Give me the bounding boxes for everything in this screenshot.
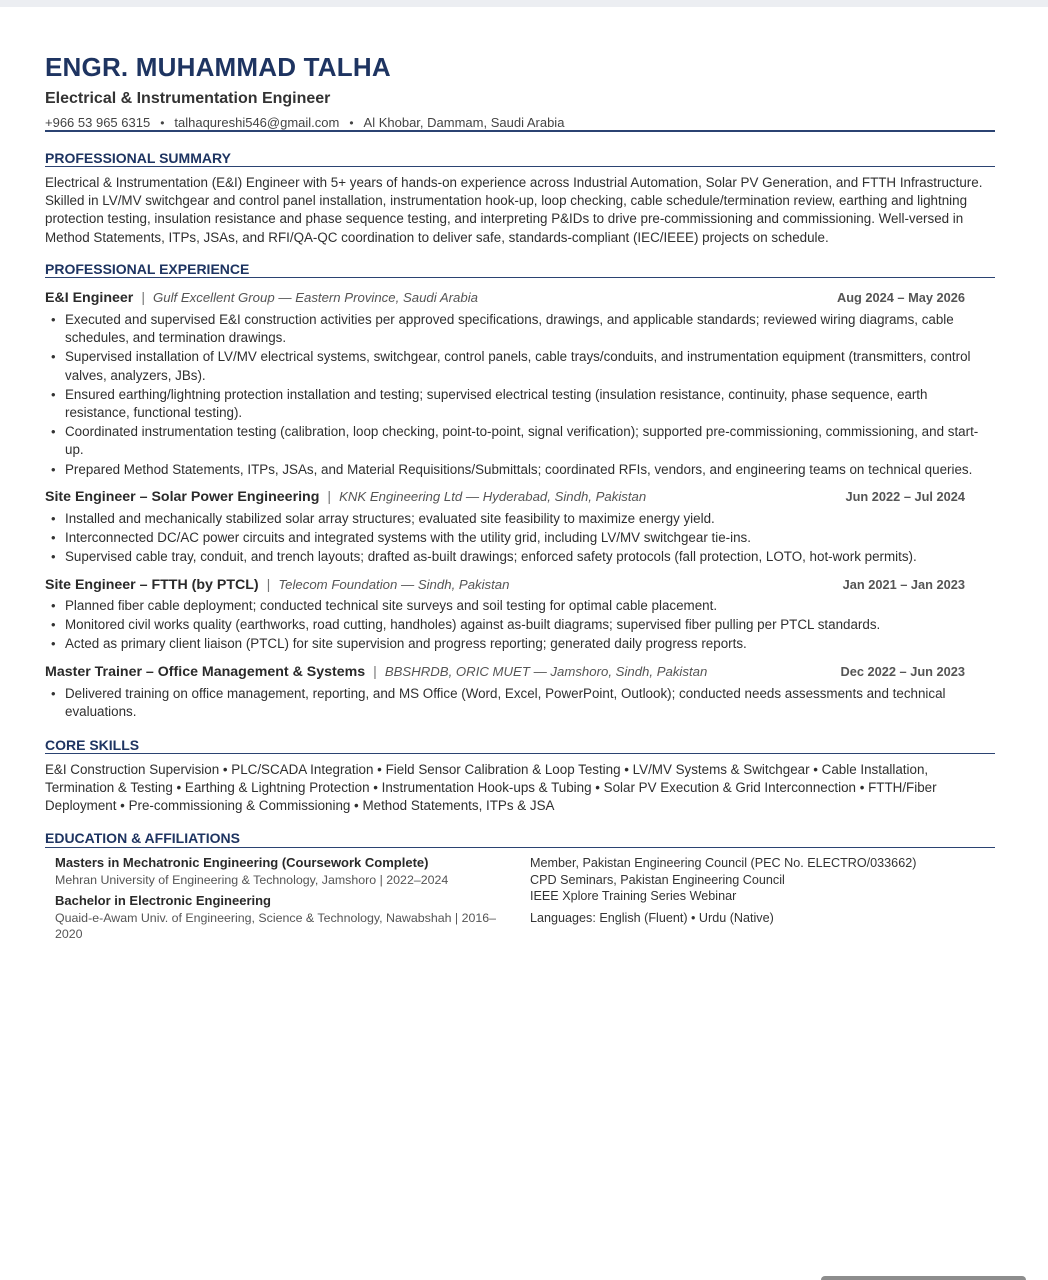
bullet-item: • Supervised installation of LV/MV electrical systems, switchgear, control panels, cable trays/conduits, and instrumentation equipment (transmitters, control valves, analyzers, JBs).: [45, 348, 995, 384]
section-title-experience: PROFESSIONAL EXPERIENCE: [45, 261, 250, 277]
phone-number[interactable]: +966 53 965 6315: [45, 115, 151, 130]
degree-school: Mehran University of Engineering & Technology, Jamshoro | 2022–2024: [55, 872, 449, 887]
job-separator: |: [266, 577, 271, 593]
viewer-top-bar: [0, 0, 1048, 7]
job-role: E&I Engineer: [45, 290, 134, 306]
section-divider: [45, 166, 995, 167]
job-bullets: [45, 311, 995, 479]
job-bullets: [45, 510, 995, 567]
contact-separator: •: [349, 116, 354, 130]
contact-line: [45, 115, 564, 130]
job-separator: |: [141, 290, 145, 306]
job-title-line: [45, 577, 509, 593]
job-title-line: [45, 664, 707, 680]
viewer-scroll-indicator: [821, 1276, 1026, 1280]
candidate-name: ENGR. MUHAMMAD TALHA: [45, 52, 391, 82]
location: Al Khobar, Dammam, Saudi Arabia: [363, 115, 565, 130]
languages: Languages: English (Fluent) • Urdu (Native): [530, 910, 774, 925]
summary-text: Electrical & Instrumentation (E&I) Engineer with 5+ years of hands-on experience across Industrial Automation, Solar PV Generation, and FTTH Infrastructure. Skilled in LV/MV switchgear and control panel installation, instrumentation hook-up, loop checking, cable schedule/termination review, earthing and lightning protection testing, insulation resistance and phase sequence testing, and interpreting P&IDs to drive pre-commissioning and commissioning. Well-versed in Method Statements, ITPs, JSAs, and RFI/QA-QC coordination to deliver safe, standards-compliant (IEC/IEEE) projects on schedule.: [45, 175, 983, 245]
bullet-item: • Monitored civil works quality (earthworks, road cutting, handholes) against as-built diagrams; supervised fiber pulling per PTCL standards.: [45, 616, 995, 634]
job-dates: Jan 2021 – Jan 2023: [842, 577, 965, 592]
bullet-item: • Ensured earthing/lightning protection installation and testing; supervised electrical testing (insulation resistance, continuity, phase sequence, earth resistance, functional testing).: [45, 386, 995, 422]
affiliation-item: CPD Seminars, Pakistan Engineering Council: [530, 872, 785, 887]
job-bullets: [45, 685, 995, 721]
job-role: Master Trainer – Office Management & Systems: [45, 664, 366, 680]
job-title-line: [45, 489, 646, 505]
job-bullets: [45, 597, 995, 654]
section-divider: [45, 847, 995, 848]
section-divider: [45, 753, 995, 754]
job-role: Site Engineer – FTTH (by PTCL): [45, 577, 259, 593]
bullet-item: • Coordinated instrumentation testing (calibration, loop checking, point-to-point, signal verification); supported pre-commissioning, commissioning, and start-up.: [45, 423, 995, 459]
bullet-item: • Supervised cable tray, conduit, and trench layouts; drafted as-built drawings; enforced safety protocols (fall protection, LOTO, hot-work permits).: [45, 548, 995, 566]
job-header: [45, 664, 965, 682]
job-role: Site Engineer – Solar Power Engineering: [45, 489, 320, 505]
section-title-skills: CORE SKILLS: [45, 737, 140, 753]
affiliation-item: IEEE Xplore Training Series Webinar: [530, 889, 737, 904]
job-header: [45, 489, 965, 507]
email-address[interactable]: talhaqureshi546@gmail.com: [174, 115, 340, 130]
job-header: [45, 577, 965, 595]
job-title-line: [45, 290, 478, 306]
section-title-education: EDUCATION & AFFILIATIONS: [45, 830, 240, 846]
job-dates: Jun 2022 – Jul 2024: [845, 489, 965, 504]
job-organization: Telecom Foundation — Sindh, Pakistan: [278, 577, 510, 592]
job-separator: |: [373, 664, 377, 680]
header-divider: [45, 130, 995, 132]
degree-title: Masters in Mechatronic Engineering (Coursework Complete): [55, 855, 429, 870]
bullet-item: • Installed and mechanically stabilized solar array structures; evaluated site feasibility to maximize energy yield.: [45, 510, 995, 528]
job-dates: Aug 2024 – May 2026: [836, 290, 965, 305]
bullet-item: • Interconnected DC/AC power circuits and integrated systems with the utility grid, including LV/MV switchgear tie-ins.: [45, 529, 995, 547]
bullet-item: • Prepared Method Statements, ITPs, JSAs, and Material Requisitions/Submittals; coordinated RFIs, vendors, and engineering teams on technical queries.: [45, 461, 995, 479]
job-separator: |: [327, 489, 332, 505]
section-divider: [45, 277, 995, 278]
bullet-item: • Executed and supervised E&I construction activities per approved specifications, drawings, and applicable standards; reviewed wiring diagrams, cable schedules, and termination drawings.: [45, 311, 995, 347]
job-header: [45, 290, 965, 308]
education-list: [55, 855, 515, 943]
bullet-item: • Acted as primary client liaison (PTCL) for site supervision and progress reporting; generated daily progress reports.: [45, 635, 995, 653]
job-organization: BBSHRDB, ORIC MUET — Jamshoro, Sindh, Pakistan: [384, 664, 708, 679]
contact-separator: •: [160, 116, 165, 130]
bullet-item: • Planned fiber cable deployment; conducted technical site surveys and soil testing for optimal cable placement.: [45, 597, 995, 615]
job-organization: KNK Engineering Ltd — Hyderabad, Sindh, Pakistan: [339, 489, 647, 504]
skills-text: E&I Construction Supervision • PLC/SCADA Integration • Field Sensor Calibration & Loop Testing • LV/MV Systems & Switchgear • Cable Installation, Termination & Testing • Earthing & Lightning Protection • Instrumentation Hook-ups & Tubing • Solar PV Execution & Grid Interconnection • FTTH/Fiber Deployment • Pre-commissioning & Commissioning • Method Statements, ITPs & JSA: [45, 762, 937, 814]
degree-title: Bachelor in Electronic Engineering: [55, 893, 271, 909]
bullet-item: • Delivered training on office management, reporting, and MS Office (Word, Excel, PowerPoint, Outlook); conducted needs assessments and technical evaluations.: [45, 685, 995, 721]
section-title-summary: PROFESSIONAL SUMMARY: [45, 150, 231, 166]
job-dates: Dec 2022 – Jun 2023: [840, 664, 965, 679]
affiliation-item: Member, Pakistan Engineering Council (PEC No. ELECTRO/033662): [530, 856, 917, 870]
candidate-headline: Electrical & Instrumentation Engineer: [45, 90, 331, 107]
degree-school: Quaid-e-Awam Univ. of Engineering, Science & Technology, Nawabshah | 2016–2020: [55, 910, 497, 942]
affiliations-list: [530, 855, 995, 926]
job-organization: Gulf Excellent Group — Eastern Province, Saudi Arabia: [153, 290, 478, 305]
